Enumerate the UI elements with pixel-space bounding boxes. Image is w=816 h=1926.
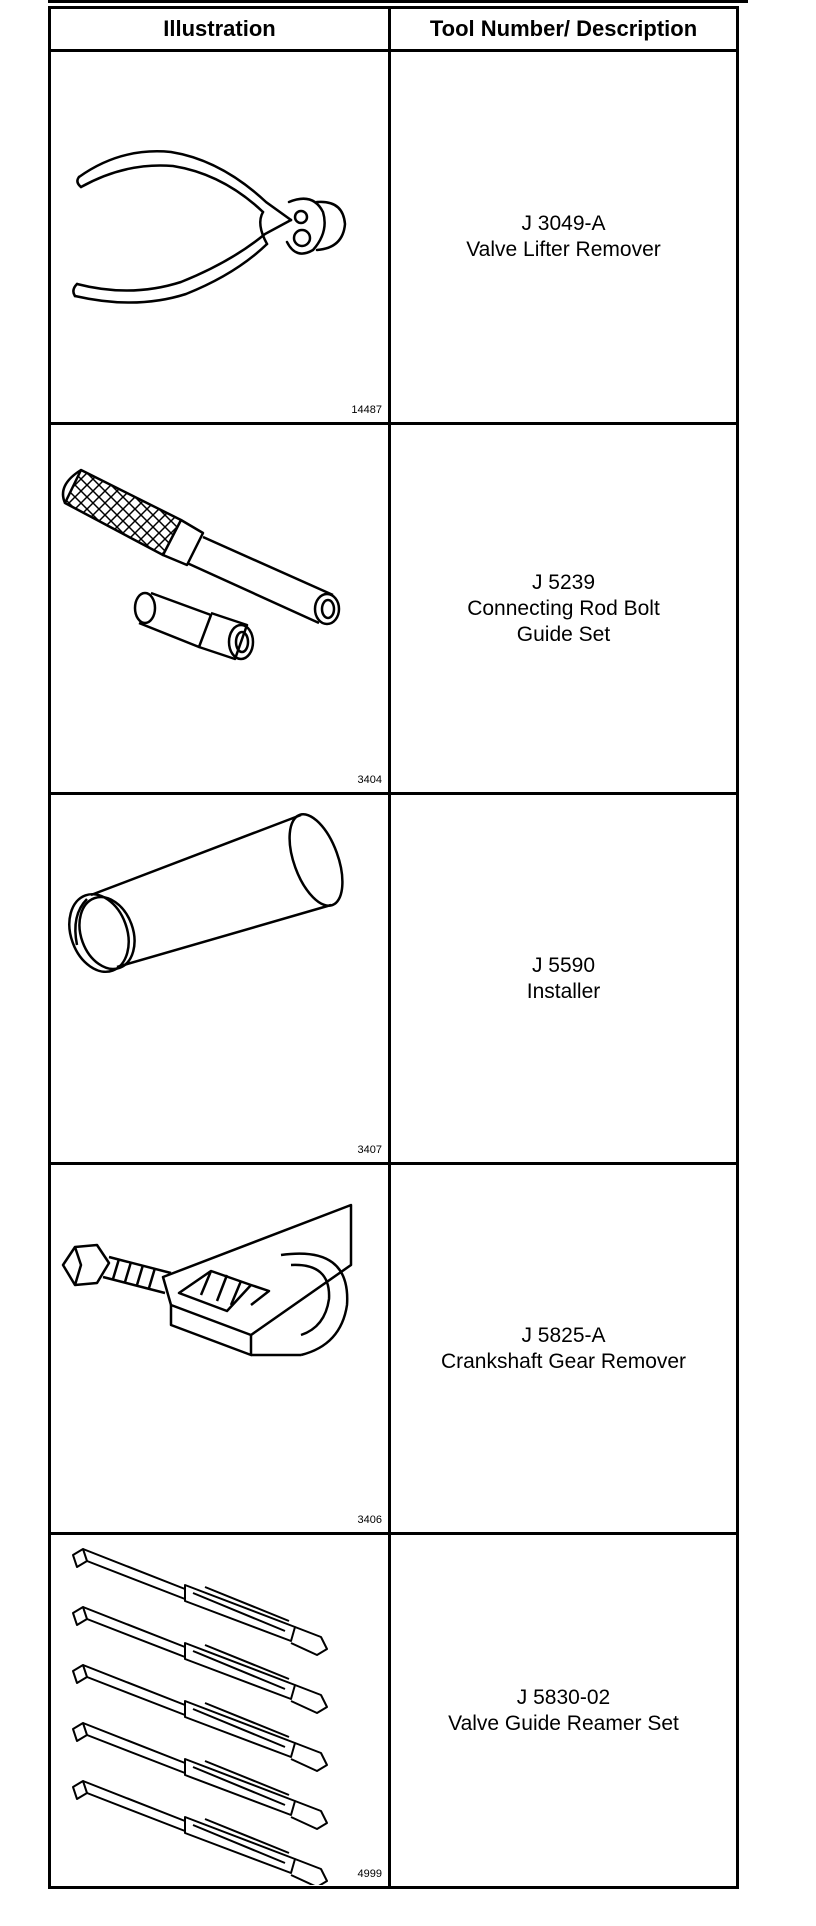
header-description: Tool Number/ Description bbox=[390, 8, 738, 51]
description-cell bbox=[390, 51, 738, 424]
description-cell bbox=[390, 1534, 738, 1888]
pliers-icon bbox=[51, 52, 391, 422]
description-cell bbox=[390, 1164, 738, 1534]
table-row bbox=[50, 51, 738, 424]
tool-number: J 3049-A bbox=[521, 212, 606, 235]
header-illustration: Illustration bbox=[50, 8, 390, 51]
bolt-guide-set-icon bbox=[51, 425, 391, 791]
reamer-set-icon bbox=[51, 1535, 391, 1885]
table-row bbox=[50, 424, 738, 794]
tool-description: Valve Guide Reamer Set bbox=[448, 1711, 679, 1735]
illustration-cell bbox=[50, 424, 390, 794]
gear-remover-icon bbox=[51, 1165, 391, 1531]
figure-number: 3407 bbox=[357, 1144, 382, 1156]
tool-table bbox=[48, 6, 739, 1889]
figure-number: 3404 bbox=[357, 774, 382, 786]
tool-description: Valve Lifter Remover bbox=[466, 238, 661, 261]
tool-number: J 5590 bbox=[531, 953, 596, 977]
tool-number: J 5825-A bbox=[521, 1323, 606, 1347]
illustration-cell bbox=[50, 51, 390, 424]
tool-description-line2: Guide Set bbox=[516, 622, 611, 646]
figure-number: 14487 bbox=[351, 404, 382, 416]
illustration-cell bbox=[50, 1534, 390, 1888]
installer-cylinder-icon bbox=[51, 795, 391, 1161]
description-cell bbox=[390, 794, 738, 1164]
tool-description: Crankshaft Gear Remover bbox=[440, 1349, 687, 1373]
tool-description: Connecting Rod Bolt bbox=[467, 596, 660, 620]
figure-number: 4999 bbox=[357, 1868, 382, 1880]
top-rule bbox=[48, 0, 748, 3]
table-row bbox=[50, 1164, 738, 1534]
figure-number: 3406 bbox=[357, 1514, 382, 1526]
illustration-cell bbox=[50, 794, 390, 1164]
table-row bbox=[50, 794, 738, 1164]
description-cell bbox=[390, 424, 738, 794]
tool-number: J 5830-02 bbox=[516, 1685, 611, 1709]
tool-number: J 5239 bbox=[531, 570, 596, 594]
illustration-cell bbox=[50, 1164, 390, 1534]
table-header-row bbox=[50, 8, 738, 51]
table-row bbox=[50, 1534, 738, 1888]
tool-description: Installer bbox=[526, 979, 601, 1003]
